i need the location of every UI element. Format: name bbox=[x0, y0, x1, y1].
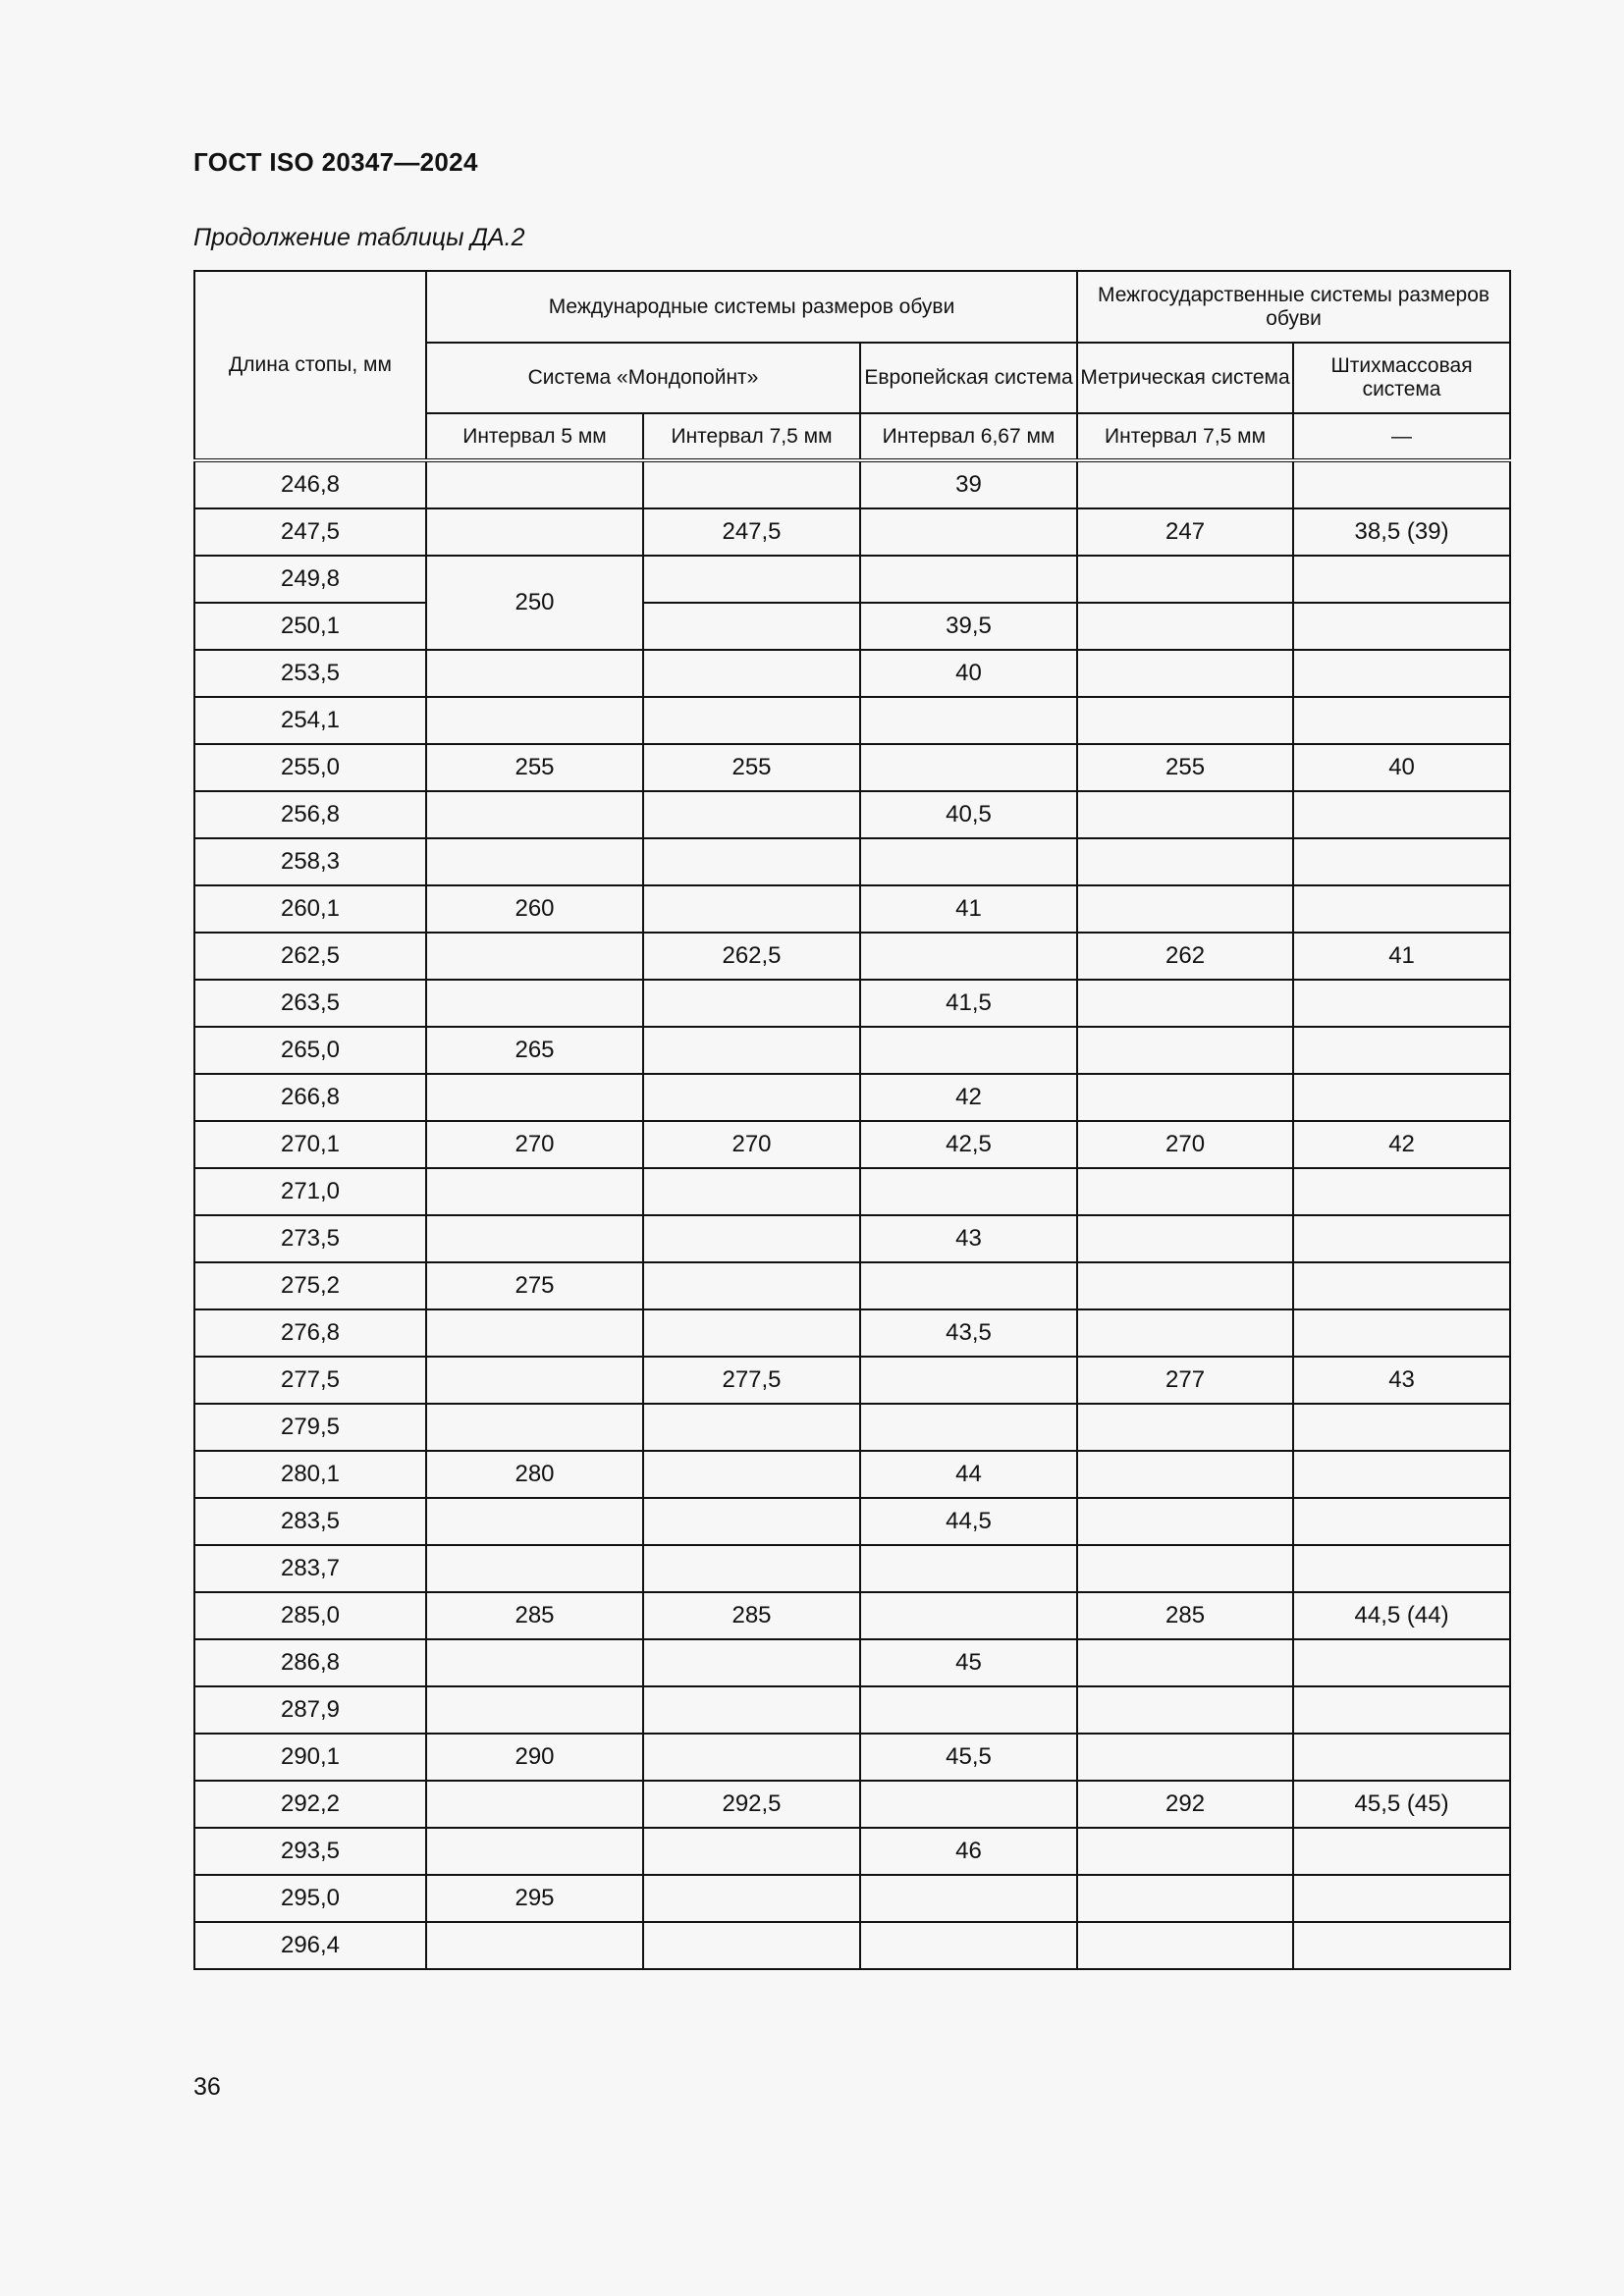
table-row bbox=[194, 1168, 1510, 1215]
table-cell bbox=[860, 1404, 1077, 1451]
table-cell bbox=[426, 508, 643, 556]
cell-foot-length: 295,0 bbox=[194, 1875, 426, 1922]
table-cell: 45 bbox=[860, 1639, 1077, 1686]
table-row bbox=[194, 1498, 1510, 1545]
table-cell: 260 bbox=[426, 885, 643, 933]
cell-foot-length: 265,0 bbox=[194, 1027, 426, 1074]
table-cell bbox=[1293, 791, 1510, 838]
table-cell bbox=[1293, 1498, 1510, 1545]
table-cell bbox=[1077, 556, 1293, 603]
table-cell bbox=[643, 1875, 860, 1922]
table-body bbox=[194, 460, 1510, 1969]
table-cell bbox=[426, 1215, 643, 1262]
table-cell: 43 bbox=[1293, 1357, 1510, 1404]
cell-foot-length: 290,1 bbox=[194, 1734, 426, 1781]
table-cell bbox=[1293, 838, 1510, 885]
table-cell bbox=[1077, 1215, 1293, 1262]
table-cell bbox=[1293, 1262, 1510, 1309]
table-cell bbox=[643, 1027, 860, 1074]
table-cell bbox=[643, 1686, 860, 1734]
cell-foot-length: 271,0 bbox=[194, 1168, 426, 1215]
table-cell: 270 bbox=[1077, 1121, 1293, 1168]
table-cell bbox=[860, 1592, 1077, 1639]
header-interval-6-67: Интервал 6,67 мм bbox=[860, 413, 1077, 460]
header-interval-7-5: Интервал 7,5 мм bbox=[643, 413, 860, 460]
cell-foot-length: 270,1 bbox=[194, 1121, 426, 1168]
table-cell: 292,5 bbox=[643, 1781, 860, 1828]
table-row bbox=[194, 1262, 1510, 1309]
table-cell bbox=[426, 1404, 643, 1451]
table-cell: 270 bbox=[426, 1121, 643, 1168]
table-cell: 285 bbox=[643, 1592, 860, 1639]
table-caption: Продолжение таблицы ДА.2 bbox=[193, 224, 525, 251]
table-cell bbox=[860, 1781, 1077, 1828]
table-cell bbox=[643, 1734, 860, 1781]
table-cell bbox=[643, 791, 860, 838]
table-cell: 40 bbox=[1293, 744, 1510, 791]
table-row bbox=[194, 1545, 1510, 1592]
cell-foot-length: 279,5 bbox=[194, 1404, 426, 1451]
table-cell: 255 bbox=[426, 744, 643, 791]
table-row bbox=[194, 1592, 1510, 1639]
table-cell bbox=[1077, 1309, 1293, 1357]
table-row bbox=[194, 697, 1510, 744]
cell-foot-length: 275,2 bbox=[194, 1262, 426, 1309]
table-cell bbox=[426, 1639, 643, 1686]
header-mondopoint: Система «Мондопойнт» bbox=[426, 343, 860, 413]
page-number: 36 bbox=[193, 2073, 221, 2101]
table-cell: 43 bbox=[860, 1215, 1077, 1262]
table-cell bbox=[1293, 1686, 1510, 1734]
table-cell: 39,5 bbox=[860, 603, 1077, 650]
table-cell bbox=[860, 1545, 1077, 1592]
table-cell bbox=[643, 1168, 860, 1215]
table-cell bbox=[1293, 460, 1510, 508]
table-row bbox=[194, 1404, 1510, 1451]
table-row bbox=[194, 838, 1510, 885]
table-cell bbox=[860, 1027, 1077, 1074]
table-cell bbox=[643, 1828, 860, 1875]
table-cell bbox=[643, 650, 860, 697]
cell-foot-length: 250,1 bbox=[194, 603, 426, 650]
table-cell: 280 bbox=[426, 1451, 643, 1498]
table-cell: 277 bbox=[1077, 1357, 1293, 1404]
table-cell bbox=[1077, 1922, 1293, 1969]
table-row bbox=[194, 1074, 1510, 1121]
table-cell: 45,5 (45) bbox=[1293, 1781, 1510, 1828]
table-row bbox=[194, 744, 1510, 791]
table-row bbox=[194, 980, 1510, 1027]
table-cell bbox=[1293, 1545, 1510, 1592]
table-row bbox=[194, 1121, 1510, 1168]
table-row bbox=[194, 1686, 1510, 1734]
table-row bbox=[194, 885, 1510, 933]
table-row bbox=[194, 1309, 1510, 1357]
cell-foot-length: 293,5 bbox=[194, 1828, 426, 1875]
table-cell bbox=[643, 1074, 860, 1121]
header-interval-dash: — bbox=[1293, 413, 1510, 460]
table-cell: 44 bbox=[860, 1451, 1077, 1498]
table-cell bbox=[426, 1828, 643, 1875]
table-cell bbox=[426, 650, 643, 697]
table-cell bbox=[1077, 697, 1293, 744]
table-row bbox=[194, 603, 1510, 650]
table-cell bbox=[643, 1545, 860, 1592]
table-cell bbox=[1077, 460, 1293, 508]
header-interval-metric: Интервал 7,5 мм bbox=[1077, 413, 1293, 460]
table-cell bbox=[643, 697, 860, 744]
table-cell bbox=[860, 744, 1077, 791]
table-row bbox=[194, 1734, 1510, 1781]
table-cell: 247,5 bbox=[643, 508, 860, 556]
table-cell bbox=[1077, 650, 1293, 697]
table-cell bbox=[860, 838, 1077, 885]
table-cell bbox=[1293, 603, 1510, 650]
table-cell bbox=[1077, 1545, 1293, 1592]
table-cell: 262,5 bbox=[643, 933, 860, 980]
cell-foot-length: 276,8 bbox=[194, 1309, 426, 1357]
table-cell bbox=[860, 1686, 1077, 1734]
table-cell: 270 bbox=[643, 1121, 860, 1168]
header-metric: Метрическая система bbox=[1077, 343, 1293, 413]
table-cell bbox=[860, 1875, 1077, 1922]
table-cell bbox=[426, 1309, 643, 1357]
table-cell: 42 bbox=[860, 1074, 1077, 1121]
table-cell: 277,5 bbox=[643, 1357, 860, 1404]
table-cell bbox=[1293, 697, 1510, 744]
header-stichmass: Штихмассовая система bbox=[1293, 343, 1510, 413]
header-european: Европейская система bbox=[860, 343, 1077, 413]
table-cell: 290 bbox=[426, 1734, 643, 1781]
table-cell: 247 bbox=[1077, 508, 1293, 556]
cell-foot-length: 256,8 bbox=[194, 791, 426, 838]
table-cell bbox=[643, 603, 860, 650]
table-cell bbox=[860, 1357, 1077, 1404]
table-cell: 43,5 bbox=[860, 1309, 1077, 1357]
table-cell bbox=[860, 1168, 1077, 1215]
table-cell bbox=[1077, 603, 1293, 650]
table-row bbox=[194, 460, 1510, 508]
table-cell: 255 bbox=[1077, 744, 1293, 791]
table-cell bbox=[1077, 1828, 1293, 1875]
table-cell: 262 bbox=[1077, 933, 1293, 980]
table-cell bbox=[643, 838, 860, 885]
table-cell bbox=[426, 1686, 643, 1734]
table-cell bbox=[860, 1262, 1077, 1309]
table-cell bbox=[1293, 650, 1510, 697]
table-cell: 285 bbox=[426, 1592, 643, 1639]
table-cell bbox=[643, 980, 860, 1027]
header-international-systems: Международные системы размеров обуви bbox=[426, 271, 1077, 343]
cell-foot-length: 253,5 bbox=[194, 650, 426, 697]
table-cell: 41,5 bbox=[860, 980, 1077, 1027]
table-cell bbox=[643, 1262, 860, 1309]
table-row bbox=[194, 1451, 1510, 1498]
table-row bbox=[194, 933, 1510, 980]
table-cell bbox=[426, 1168, 643, 1215]
table-cell bbox=[1293, 1215, 1510, 1262]
cell-foot-length: 286,8 bbox=[194, 1639, 426, 1686]
table-row bbox=[194, 650, 1510, 697]
table-cell: 45,5 bbox=[860, 1734, 1077, 1781]
table-cell bbox=[1293, 980, 1510, 1027]
table-cell: 265 bbox=[426, 1027, 643, 1074]
header-interval-5: Интервал 5 мм bbox=[426, 413, 643, 460]
table-cell bbox=[1077, 1875, 1293, 1922]
table-cell bbox=[1293, 1922, 1510, 1969]
table-cell: 40 bbox=[860, 650, 1077, 697]
table-row bbox=[194, 1027, 1510, 1074]
table-cell: 44,5 (44) bbox=[1293, 1592, 1510, 1639]
table-cell bbox=[1077, 1404, 1293, 1451]
table-row bbox=[194, 1875, 1510, 1922]
cell-foot-length: 287,9 bbox=[194, 1686, 426, 1734]
table-cell bbox=[1077, 1074, 1293, 1121]
cell-foot-length: 273,5 bbox=[194, 1215, 426, 1262]
cell-foot-length: 254,1 bbox=[194, 697, 426, 744]
table-row bbox=[194, 1781, 1510, 1828]
table-cell: 38,5 (39) bbox=[1293, 508, 1510, 556]
header-interstate-systems: Межгосударственные системы размеров обуви bbox=[1077, 271, 1510, 343]
table-cell bbox=[426, 1498, 643, 1545]
table-cell: 41 bbox=[1293, 933, 1510, 980]
table-cell bbox=[426, 697, 643, 744]
table-cell bbox=[426, 460, 643, 508]
cell-foot-length: 249,8 bbox=[194, 556, 426, 603]
table-row bbox=[194, 556, 1510, 603]
table-row bbox=[194, 1922, 1510, 1969]
table-cell bbox=[426, 791, 643, 838]
cell-foot-length: 247,5 bbox=[194, 508, 426, 556]
table-cell bbox=[1293, 1027, 1510, 1074]
table-cell bbox=[1293, 1734, 1510, 1781]
cell-foot-length: 292,2 bbox=[194, 1781, 426, 1828]
cell-foot-length: 258,3 bbox=[194, 838, 426, 885]
cell-foot-length: 246,8 bbox=[194, 460, 426, 508]
cell-foot-length: 283,5 bbox=[194, 1498, 426, 1545]
table-cell bbox=[643, 1451, 860, 1498]
table-cell: 39 bbox=[860, 460, 1077, 508]
table-cell: 44,5 bbox=[860, 1498, 1077, 1545]
table-cell bbox=[1293, 1309, 1510, 1357]
cell-foot-length: 277,5 bbox=[194, 1357, 426, 1404]
table-cell bbox=[1293, 1828, 1510, 1875]
table-cell bbox=[643, 1404, 860, 1451]
table-cell bbox=[426, 933, 643, 980]
table-cell bbox=[426, 1781, 643, 1828]
cell-foot-length: 296,4 bbox=[194, 1922, 426, 1969]
table-cell bbox=[1077, 791, 1293, 838]
header-foot-length: Длина стопы, мм bbox=[194, 271, 426, 460]
table-cell bbox=[643, 1309, 860, 1357]
table-cell bbox=[426, 1545, 643, 1592]
table-cell bbox=[643, 1498, 860, 1545]
table-cell: 42 bbox=[1293, 1121, 1510, 1168]
table-cell bbox=[860, 697, 1077, 744]
table-cell bbox=[1077, 1686, 1293, 1734]
table-cell bbox=[1077, 885, 1293, 933]
table-cell bbox=[860, 556, 1077, 603]
table-row bbox=[194, 1828, 1510, 1875]
table-cell bbox=[426, 1357, 643, 1404]
table-row bbox=[194, 508, 1510, 556]
cell-foot-length: 262,5 bbox=[194, 933, 426, 980]
cell-foot-length: 285,0 bbox=[194, 1592, 426, 1639]
table-cell: 41 bbox=[860, 885, 1077, 933]
table-row bbox=[194, 1639, 1510, 1686]
table-cell bbox=[643, 1215, 860, 1262]
table-cell: 42,5 bbox=[860, 1121, 1077, 1168]
table-cell bbox=[426, 838, 643, 885]
table-cell bbox=[643, 1922, 860, 1969]
table-cell bbox=[1293, 1639, 1510, 1686]
table-cell bbox=[1293, 1875, 1510, 1922]
table-cell bbox=[1077, 1451, 1293, 1498]
table-cell bbox=[1293, 556, 1510, 603]
table-row bbox=[194, 1357, 1510, 1404]
table-cell bbox=[426, 980, 643, 1027]
cell-foot-length: 280,1 bbox=[194, 1451, 426, 1498]
table-cell bbox=[860, 933, 1077, 980]
cell-foot-length: 283,7 bbox=[194, 1545, 426, 1592]
table-cell bbox=[1077, 1734, 1293, 1781]
table-cell: 250 bbox=[426, 556, 643, 650]
table-cell: 285 bbox=[1077, 1592, 1293, 1639]
table-cell: 295 bbox=[426, 1875, 643, 1922]
table-cell: 275 bbox=[426, 1262, 643, 1309]
table-cell: 46 bbox=[860, 1828, 1077, 1875]
table-cell bbox=[1077, 980, 1293, 1027]
table-cell bbox=[1293, 1404, 1510, 1451]
table-row bbox=[194, 1215, 1510, 1262]
table-cell bbox=[643, 460, 860, 508]
table-cell bbox=[1077, 1027, 1293, 1074]
table-cell: 40,5 bbox=[860, 791, 1077, 838]
table-cell bbox=[1293, 1074, 1510, 1121]
cell-foot-length: 266,8 bbox=[194, 1074, 426, 1121]
document-header: ГОСТ ISO 20347—2024 bbox=[193, 147, 478, 177]
table-cell bbox=[426, 1922, 643, 1969]
table-row bbox=[194, 791, 1510, 838]
table-cell: 255 bbox=[643, 744, 860, 791]
table-cell bbox=[1077, 1498, 1293, 1545]
table-cell bbox=[1077, 838, 1293, 885]
table-cell bbox=[1293, 1451, 1510, 1498]
table-cell bbox=[1293, 1168, 1510, 1215]
cell-foot-length: 260,1 bbox=[194, 885, 426, 933]
table-cell bbox=[860, 1922, 1077, 1969]
table-cell bbox=[1077, 1168, 1293, 1215]
cell-foot-length: 263,5 bbox=[194, 980, 426, 1027]
table-cell bbox=[643, 885, 860, 933]
table-cell bbox=[1293, 885, 1510, 933]
table-cell bbox=[426, 1074, 643, 1121]
table-cell bbox=[860, 508, 1077, 556]
table-cell bbox=[1077, 1262, 1293, 1309]
cell-foot-length: 255,0 bbox=[194, 744, 426, 791]
table-cell bbox=[1077, 1639, 1293, 1686]
table-cell: 292 bbox=[1077, 1781, 1293, 1828]
table-cell bbox=[643, 556, 860, 603]
table-cell bbox=[643, 1639, 860, 1686]
shoe-size-table bbox=[193, 270, 1511, 1970]
